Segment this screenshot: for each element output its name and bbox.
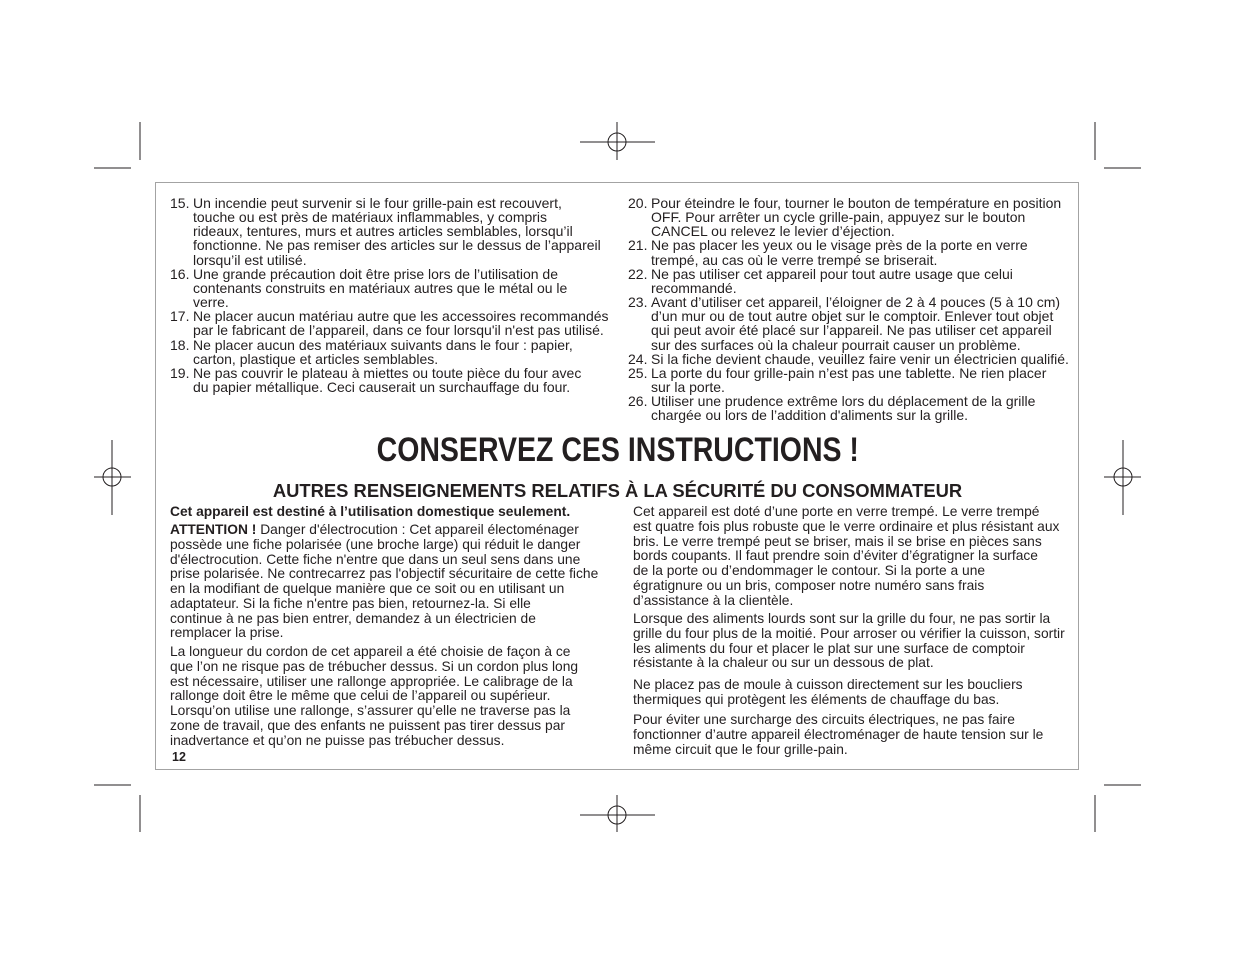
item-text-line: Ne pas utiliser cet appareil pour tout autre usage que celui [651,265,1013,282]
paragraph-line: Cet appareil est doté d’une porte en verre trempé. Le verre trempé [633,504,1040,519]
crop-mark-top-left [94,122,140,168]
item-number: 22. [628,265,648,282]
paragraph-line: zone de travail, que des enfants ne puissent pas tirer dessus par [170,717,565,733]
paragraph-line: inadvertance et qu’on ne puisse pas trébucher dessus. [170,732,505,748]
item-text [651,295,1060,352]
paragraph-line: La longueur du cordon de cet appareil a été choisie de façon à ce [170,644,571,659]
paragraph-line: adaptateur. Si la fiche n'entre pas bien, retournez-la. Si elle [170,595,531,611]
item-text-line: Un incendie peut survenir si le four grille-pain est recouvert, [193,195,562,211]
paragraph-line: possède une fiche polarisée (une broche large) qui réduit le danger [170,536,581,552]
attention-first-line [170,523,598,538]
paragraph-line: bords coupants. Il faut prendre soin d’éviter d’égratigner la surface [633,548,1038,564]
registration-mark-bottom-icon [580,795,655,832]
crop-mark-bottom-left [94,785,140,832]
item-number: 21. [628,237,648,254]
paragraph-line: bris. Le verre trempé peut se briser, mais il se brise en pièces sans [633,533,1042,549]
item-text-line: Utiliser une prudence extrême lors du déplacement de la grille [651,393,1036,410]
safety-item [628,196,1073,238]
safety-item [628,267,1073,295]
item-text-line: CANCEL ou relevez le levier d’éjection. [651,223,895,240]
attention-label: ATTENTION ! [170,522,257,537]
item-text [651,352,1069,366]
item-number: 25. [628,364,648,381]
item-text [193,196,601,267]
crop-mark-bottom-right [1095,785,1141,832]
item-text [651,238,1028,266]
item-text-line: rideaux, tentures, murs et autres articles semblables, lorsqu’il [193,223,573,240]
item-number: 24. [628,350,648,367]
baking-pan-paragraph [633,678,1023,708]
paragraph-line: fonctionner d’autre appareil électroménager de haute tension sur le [633,726,1044,742]
paragraph-line: égratignure ou un bris, composer notre numéro sans frais [633,577,985,593]
paragraph-line: grille du four plus de la moitié. Pour arroser ou vérifier la cuisson, sortir [633,625,1065,641]
item-text-line: lorsqu’il est utilisé. [193,251,307,268]
heavy-food-paragraph [633,612,1065,671]
consumer-safety-title: AUTRES RENSEIGNEMENTS RELATIFS À LA SÉCURITÉ DU CONSOMMATEUR [272,480,963,501]
paragraph-line: même circuit que le four grille-pain. [633,741,848,757]
item-number: 19. [170,364,190,381]
registration-mark-left-icon [94,440,131,515]
item-text-line: verre. [193,294,229,311]
item-number: 16. [170,265,190,282]
item-text-line: chargée ou lors de l’addition d'aliments sur la grille. [651,407,969,424]
item-text [193,267,567,309]
item-number: 23. [628,294,648,311]
paragraph-line: rallonge doit être le même que celui de l’appareil ou supérieur. [170,688,551,704]
item-text [193,309,609,337]
item-text [651,366,1046,394]
item-text-line: Pour éteindre le four, tourner le bouton de température en position [651,195,1062,211]
item-number: 17. [170,308,190,325]
paragraph-line: d'électrocution. Cette fiche n'entre que dans un seul sens dans une [170,551,581,567]
safety-item [170,267,610,309]
paragraph-line: Pour éviter une surcharge des circuits électriques, ne pas faire [633,712,1015,727]
attention-paragraph [170,523,598,641]
registration-mark-right-icon [1104,440,1141,515]
item-number: 18. [170,336,190,353]
item-text-line: contenants construits en matériaux autres que le métal ou le [193,279,568,296]
save-instructions-heading [155,433,1080,467]
registration-mark-top-icon [580,122,655,160]
safety-item [170,366,610,394]
paragraph-line: que l’on ne risque pas de trébucher dessus. Si un cordon plus long [170,658,579,674]
item-text-line: Si la fiche devient chaude, veuillez faire venir un électricien qualifié. [651,350,1069,367]
safeguards-list-right [628,196,1073,423]
paragraph-line: Ne placez pas de moule à cuisson directement sur les boucliers [633,677,1023,692]
paragraph-line: prise polarisée. Ne contrecarrez pas l'objectif sécuritaire de cette fiche [170,566,599,582]
paragraph-line: Lorsque des aliments lourds sont sur la grille du four, ne pas sortir la [633,611,1051,626]
paragraph-line: de la porte ou d’endommager le contour. Si la porte a une [633,563,986,578]
safety-item [628,394,1073,422]
item-text-line: sur des surfaces où la chaleur pourrait causer un problème. [651,336,1021,353]
item-text-line: Avant d’utiliser cet appareil, l’éloigner de 2 à 4 pouces (5 à 10 cm) [651,294,1061,311]
page-number: 12 [172,750,186,764]
safety-item [628,352,1073,366]
paragraph-line: continue à ne pas bien entrer, demandez à un électricien de [170,610,536,626]
safety-item [628,366,1073,394]
circuit-overload-paragraph [633,713,1043,757]
item-text-line: La porte du four grille-pain n’est pas une tablette. Ne rien placer [651,364,1047,381]
item-text-line: Ne pas couvrir le plateau à miettes ou toute pièce du four avec [193,364,582,381]
item-text-line: Ne pas placer les yeux ou le visage près de la porte en verre [651,237,1028,254]
paragraph-line: résistante à la chaleur ou sur un dessous de plat. [633,655,934,671]
item-text-line: par le fabricant de l’appareil, dans ce four lorsqu'il n'est pas utilisé. [193,322,604,339]
item-text [193,366,581,394]
item-text-line: qui peut avoir été placé sur l’appareil. Ne pas utiliser cet appareil [651,322,1052,339]
safety-item [170,338,610,366]
safety-item [628,238,1073,266]
item-text-line: du papier métallique. Ceci causerait un surchauffage du four. [193,379,571,396]
paragraph-line: est quatre fois plus robuste que le verre ordinaire et plus résistant aux [633,518,1060,534]
item-text-line: d’un mur ou de tout autre objet sur le comptoir. Enlever tout objet [651,308,1054,325]
attention-first-line-text: Danger d'électrocution : Cet appareil électoménager [260,522,579,537]
item-text-line: recommandé. [651,279,737,296]
paragraph-line: Lorsqu’on utilise une rallonge, s’assurer qu’elle ne traverse pas la [170,703,571,718]
item-text-line: OFF. Pour arrêter un cycle grille-pain, appuyez sur le bouton [651,209,1026,226]
item-text [651,196,1061,238]
household-use-note: Cet appareil est destiné à l’utilisation domestique seulement. [170,504,571,519]
item-number: 15. [170,195,190,211]
safety-item [628,295,1073,352]
item-number: 20. [628,195,648,211]
paragraph-line: thermiques qui protègent les éléments de chauffage du bas. [633,691,1000,707]
paragraph-line: est nécessaire, utiliser une rallonge appropriée. Le calibrage de la [170,673,573,689]
item-text-line: sur la porte. [651,379,725,396]
cord-length-paragraph [170,645,578,748]
safeguards-list-left [170,196,610,394]
save-instructions-heading-text: CONSERVEZ CES INSTRUCTIONS ! [376,431,859,469]
paragraph-line: en la modifiant de quelque manière que ce soit ou en utilisant un [170,581,565,596]
safety-item [170,309,610,337]
item-number: 26. [628,393,648,410]
item-text-line: touche ou est près de matériaux inflammables, y compris [193,209,548,226]
item-text-line: Ne placer aucun des matériaux suivants dans le four : papier, [193,336,573,353]
paragraph-line: les aliments du four et placer le plat sur une surface de comptoir [633,640,1025,656]
safety-item [170,196,610,267]
item-text-line: carton, plastique et articles semblables. [193,350,439,367]
item-text-line: trempé, au cas où le verre trempé se briserait. [651,251,938,268]
paragraph-line: remplacer la prise. [170,625,284,641]
tempered-glass-paragraph [633,505,1059,608]
paragraph-line: d’assistance à la clientèle. [633,592,794,608]
crop-mark-top-right [1095,122,1141,168]
item-text-line: Ne placer aucun matériau autre que les accessoires recommandés [193,308,609,325]
item-text [651,267,1013,295]
item-text [651,394,1035,422]
item-text-line: fonctionne. Ne pas remiser des articles sur le dessus de l’appareil [193,237,601,254]
item-text-line: Une grande précaution doit être prise lors de l’utilisation de [193,265,558,282]
item-text [193,338,573,366]
